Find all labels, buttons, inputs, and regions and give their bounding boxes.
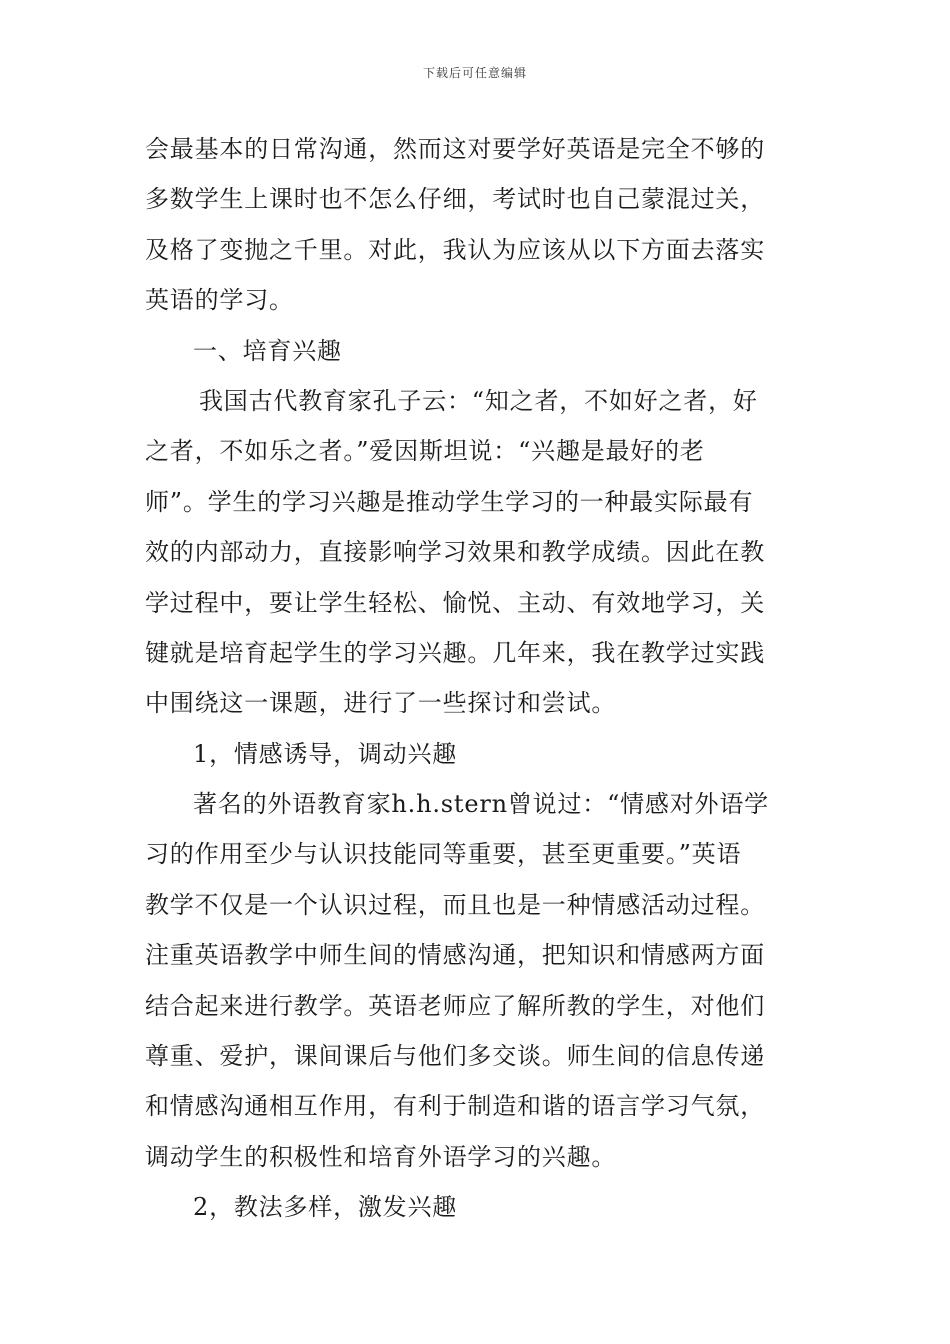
body-line: 键就是培育起学生的学习兴趣。几年来，我在教学过实践 <box>145 638 765 667</box>
body-line: 习的作用至少与认识技能同等重要，甚至更重要。”英语 <box>145 840 742 869</box>
subsection-heading: 2，教法多样，激发兴趣 <box>193 1193 458 1222</box>
body-line: 教学不仅是一个认识过程，而且也是一种情感活动过程。 <box>145 890 765 919</box>
body-line: 结合起来进行教学。英语老师应了解所教的学生，对他们 <box>145 991 765 1020</box>
body-line: 和情感沟通相互作用，有利于制造和谐的语言学习气氛， <box>145 1092 765 1121</box>
subsection-heading: 1，情感诱导，调动兴趣 <box>193 739 458 768</box>
body-line: 效的内部动力，直接影响学习效果和教学成绩。因此在教 <box>145 538 765 567</box>
body-line: 之者，不如乐之者。”爱因斯坦说：“兴趣是最好的老 <box>145 437 705 466</box>
section-heading: 一、培育兴趣 <box>193 336 342 365</box>
body-line: 我国古代教育家孔子云：“知之者，不如好之者，好 <box>199 386 758 415</box>
body-line: 中围绕这一课题，进行了一些探讨和尝试。 <box>145 689 617 718</box>
body-line: 著名的外语教育家h.h.stern曾说过：“情感对外语学 <box>193 790 769 819</box>
body-line: 会最基本的日常沟通，然而这对要学好英语是完全不够的 <box>145 135 765 163</box>
document-body <box>145 124 810 1233</box>
body-line: 调动学生的积极性和培育外语学习的兴趣。 <box>145 1142 617 1171</box>
page-header: 下载后可任意编辑 <box>422 66 527 80</box>
body-line: 及格了变抛之千里。对此，我认为应该从以下方面去落实 <box>145 235 765 264</box>
body-line: 英语的学习。 <box>145 286 294 315</box>
body-line: 多数学生上课时也不怎么仔细，考试时也自己蒙混过关， <box>145 185 765 214</box>
body-line: 学过程中，要让学生轻松、愉悦、主动、有效地学习，关 <box>145 588 765 617</box>
body-line: 师”。学生的学习兴趣是推动学生学习的一种最实际最有 <box>145 487 754 516</box>
body-line: 尊重、爱护，课间课后与他们多交谈。师生间的信息传递 <box>145 1042 765 1071</box>
body-line: 注重英语教学中师生间的情感沟通，把知识和情感两方面 <box>145 941 765 970</box>
